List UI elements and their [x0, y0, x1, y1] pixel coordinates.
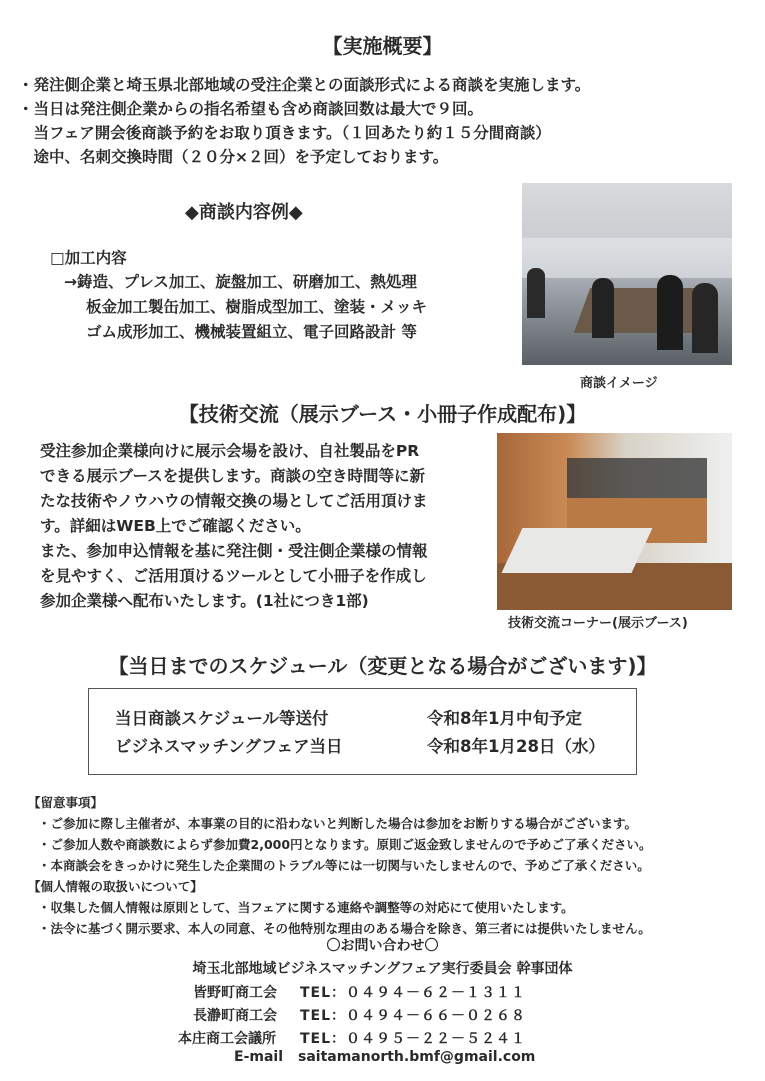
schedule-box — [88, 688, 637, 775]
contact-name: 皆野町商工会 — [193, 985, 277, 1001]
contact-title: 〇お問い合わせ〇 — [326, 938, 439, 954]
privacy-title: 【個人情報の取扱いについて】 — [28, 879, 203, 894]
tech-line: また、参加申込情報を基に発注側・受注側企業様の情報 — [40, 542, 428, 560]
tech-line: できる展示ブースを提供します。商談の空き時間等に新 — [40, 467, 426, 485]
privacy-item: ・収集した個人情報は原則として、当フェアに関する連絡や調整等の対応にて使用いたします。 — [38, 900, 574, 915]
overview-title: 【実施概要】 — [322, 34, 443, 58]
examples-title: ◆商談内容例◆ — [185, 202, 303, 223]
tech-line: 受注参加企業様向けに展示会場を設け、自社製品をPR — [40, 442, 420, 460]
notes-title: 【留意事項】 — [28, 795, 104, 810]
note-item: ・ご参加に際し主催者が、本事業の目的に沿わないと判断した場合は参加をお断りする場合がございます。 — [38, 816, 638, 831]
overview-line: ・発注側企業と埼玉県北部地域の受注企業との面談形式による商談を実施します。 — [18, 76, 591, 94]
examples-line: 板金加工製缶加工、樹脂成型加工、塗装・メッキ — [86, 298, 428, 316]
meeting-photo — [522, 183, 732, 365]
email-link[interactable]: saitamanorth.bmf@gmail.com — [298, 1049, 536, 1065]
examples-label: □加工内容 — [50, 249, 127, 267]
contact-org: 埼玉北部地域ビジネスマッチングフェア実行委員会 幹事団体 — [192, 961, 573, 977]
meeting-photo-caption: 商談イメージ — [580, 376, 658, 391]
note-item: ・本商談会をきっかけに発生した企業間のトラブル等には一切関与いたしませんので、予めご了承ください。 — [38, 858, 650, 873]
schedule-item: ビジネスマッチングフェア当日 — [115, 737, 343, 756]
tech-line: たな技術やノウハウの情報交換の場としてご活用頂けま — [40, 492, 428, 510]
overview-line: 当フェア開会後商談予約をお取り頂きます。（１回あたり約１５分間商談） — [18, 124, 551, 142]
tech-line: 参加企業様へ配布いたします。(1社につき1部) — [40, 592, 369, 610]
overview-line: 途中、名刺交換時間（２０分×２回）を予定しております。 — [18, 148, 449, 166]
email-label: E-mail — [234, 1049, 284, 1065]
examples-line: →鋳造、プレス加工、旋盤加工、研磨加工、熱処理 — [64, 273, 417, 291]
schedule-date: 令和8年1月中旬予定 — [427, 709, 582, 728]
booth-photo-caption: 技術交流コーナー(展示ブース) — [508, 616, 688, 631]
contact-tel: TEL：０４９４－６６－０２６８ — [300, 1008, 527, 1024]
tech-title: 【技術交流（展示ブース・小冊子作成配布)】 — [178, 402, 587, 426]
contact-name: 本庄商工会議所 — [178, 1031, 276, 1047]
tech-line: す。詳細はWEB上でご確認ください。 — [40, 517, 311, 535]
schedule-date: 令和8年1月28日（水） — [427, 737, 605, 756]
note-item: ・ご参加人数や商談数によらず参加費2,000円となります。原則ご返金致しませんので予めご了承ください。 — [38, 837, 652, 852]
contact-tel: TEL：０４９５－２２－５２４１ — [300, 1031, 527, 1047]
contact-tel: TEL：０４９４－６２－１３１１ — [300, 985, 527, 1001]
schedule-title: 【当日までのスケジュール（変更となる場合がございます)】 — [108, 654, 657, 678]
examples-line: ゴム成形加工、機械装置組立、電子回路設計 等 — [86, 323, 417, 341]
privacy-item: ・法令に基づく開示要求、本人の同意、その他特別な理由のある場合を除き、第三者には提供いたしません。 — [38, 921, 651, 936]
tech-line: を見やすく、ご活用頂けるツールとして小冊子を作成し — [40, 567, 427, 585]
schedule-item: 当日商談スケジュール等送付 — [115, 709, 329, 728]
booth-photo — [497, 433, 732, 610]
contact-name: 長瀞町商工会 — [193, 1008, 277, 1024]
overview-line: ・当日は発注側企業からの指名希望も含め商談回数は最大で９回。 — [18, 100, 484, 118]
